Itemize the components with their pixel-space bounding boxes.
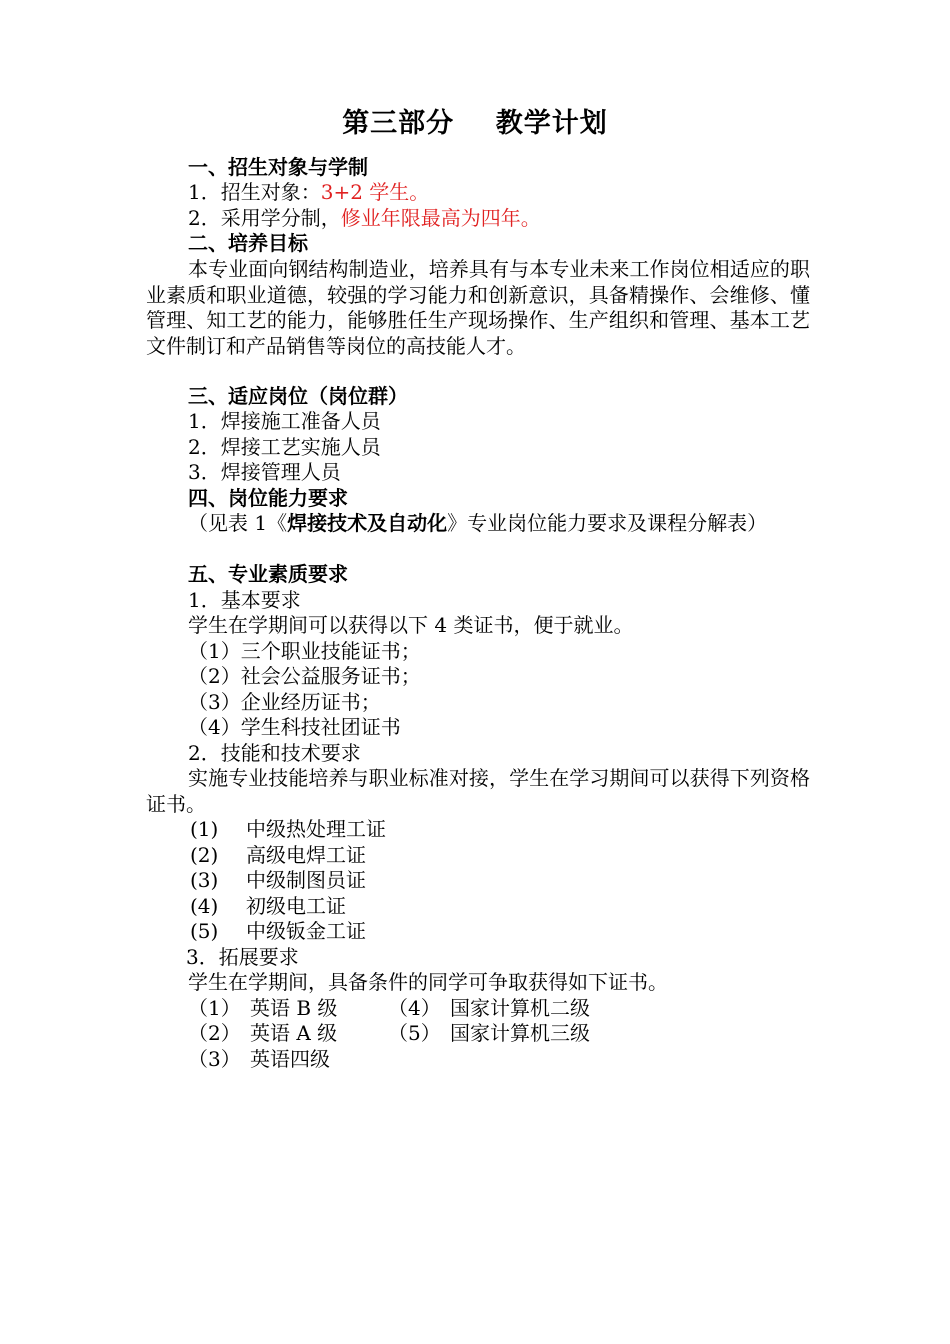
certificate-item: （1）三个职业技能证书； bbox=[188, 639, 421, 663]
extended-cert-name: 英语 A 级 bbox=[250, 1021, 338, 1045]
extended-cert-name: 英语四级 bbox=[250, 1047, 330, 1071]
qualification-name: 初级电工证 bbox=[246, 894, 346, 918]
enrollment-item-1-label: 1．招生对象： bbox=[188, 180, 321, 204]
qualification-number: (4) bbox=[190, 894, 219, 918]
certificate-item: （3）企业经历证书； bbox=[188, 690, 381, 714]
section-heading-quality: 五、专业素质要求 bbox=[188, 562, 348, 586]
page-title: 第三部分 教学计划 bbox=[342, 108, 608, 139]
abilities-text-prefix: （见表 1《 bbox=[188, 511, 288, 535]
extended-cert-name: 英语 B 级 bbox=[250, 996, 338, 1020]
position-item: 2．焊接工艺实施人员 bbox=[188, 435, 381, 459]
objectives-paragraph: 本专业面向钢结构制造业，培养具有与本专业未来工作岗位相适应的职业素质和职业道德，较强的学习能力和创新意识，具备精操作、会维修、懂管理、知工艺的能力，能够胜任生产现场操作、生产组织和管理、基本工艺文件制订和产品销售等岗位的高技能人才。 bbox=[146, 257, 810, 358]
qualification-name: 中级热处理工证 bbox=[246, 817, 386, 841]
qualification-name: 高级电焊工证 bbox=[246, 843, 366, 867]
extended-cert-number: （5） bbox=[388, 1021, 441, 1045]
certificate-item: （4）学生科技社团证书 bbox=[188, 715, 401, 739]
qualification-number: (2) bbox=[190, 843, 219, 867]
extended-cert-name: 国家计算机二级 bbox=[450, 996, 590, 1020]
enrollment-item-2-value: 修业年限最高为四年。 bbox=[340, 206, 541, 230]
certificate-item: （2）社会公益服务证书； bbox=[188, 664, 421, 688]
section-heading-enrollment: 一、招生对象与学制 bbox=[188, 155, 368, 179]
qualification-name: 中级制图员证 bbox=[246, 868, 366, 892]
qualification-name: 中级钣金工证 bbox=[246, 919, 366, 943]
basic-requirements-intro: 学生在学期间可以获得以下 4 类证书，便于就业。 bbox=[188, 613, 634, 637]
abilities-text-suffix: 》专业岗位能力要求及课程分解表） bbox=[447, 511, 768, 535]
qualification-number: (3) bbox=[190, 868, 219, 892]
qualification-number: (1) bbox=[190, 817, 219, 841]
abilities-major-name: 焊接技术及自动化 bbox=[287, 511, 448, 535]
extended-cert-name: 国家计算机三级 bbox=[450, 1021, 590, 1045]
enrollment-item-1-value: 3+2 学生。 bbox=[320, 180, 430, 204]
skills-requirements-heading: 2．技能和技术要求 bbox=[188, 741, 361, 765]
extended-cert-number: （3） bbox=[188, 1047, 241, 1071]
qualification-number: (5) bbox=[190, 919, 219, 943]
section-heading-objectives: 二、培养目标 bbox=[188, 231, 308, 255]
position-item: 1．焊接施工准备人员 bbox=[188, 409, 381, 433]
extended-requirements-intro: 学生在学期间，具备条件的同学可争取获得如下证书。 bbox=[188, 970, 668, 994]
basic-requirements-heading: 1．基本要求 bbox=[188, 588, 301, 612]
extended-requirements-heading: 3．拓展要求 bbox=[186, 945, 299, 969]
section-heading-positions: 三、适应岗位（岗位群） bbox=[188, 384, 408, 408]
enrollment-item-1 bbox=[188, 180, 858, 206]
skills-requirements-intro: 实施专业技能培养与职业标准对接，学生在学习期间可以获得下列资格证书。 bbox=[146, 766, 810, 816]
enrollment-item-2 bbox=[188, 206, 858, 232]
extended-cert-number: （1） bbox=[188, 996, 241, 1020]
extended-cert-number: （2） bbox=[188, 1021, 241, 1045]
extended-cert-number: （4） bbox=[388, 996, 441, 1020]
position-item: 3．焊接管理人员 bbox=[188, 460, 341, 484]
enrollment-item-2-label: 2．采用学分制， bbox=[188, 206, 341, 230]
abilities-paragraph bbox=[146, 511, 810, 537]
section-heading-abilities: 四、岗位能力要求 bbox=[188, 486, 348, 510]
